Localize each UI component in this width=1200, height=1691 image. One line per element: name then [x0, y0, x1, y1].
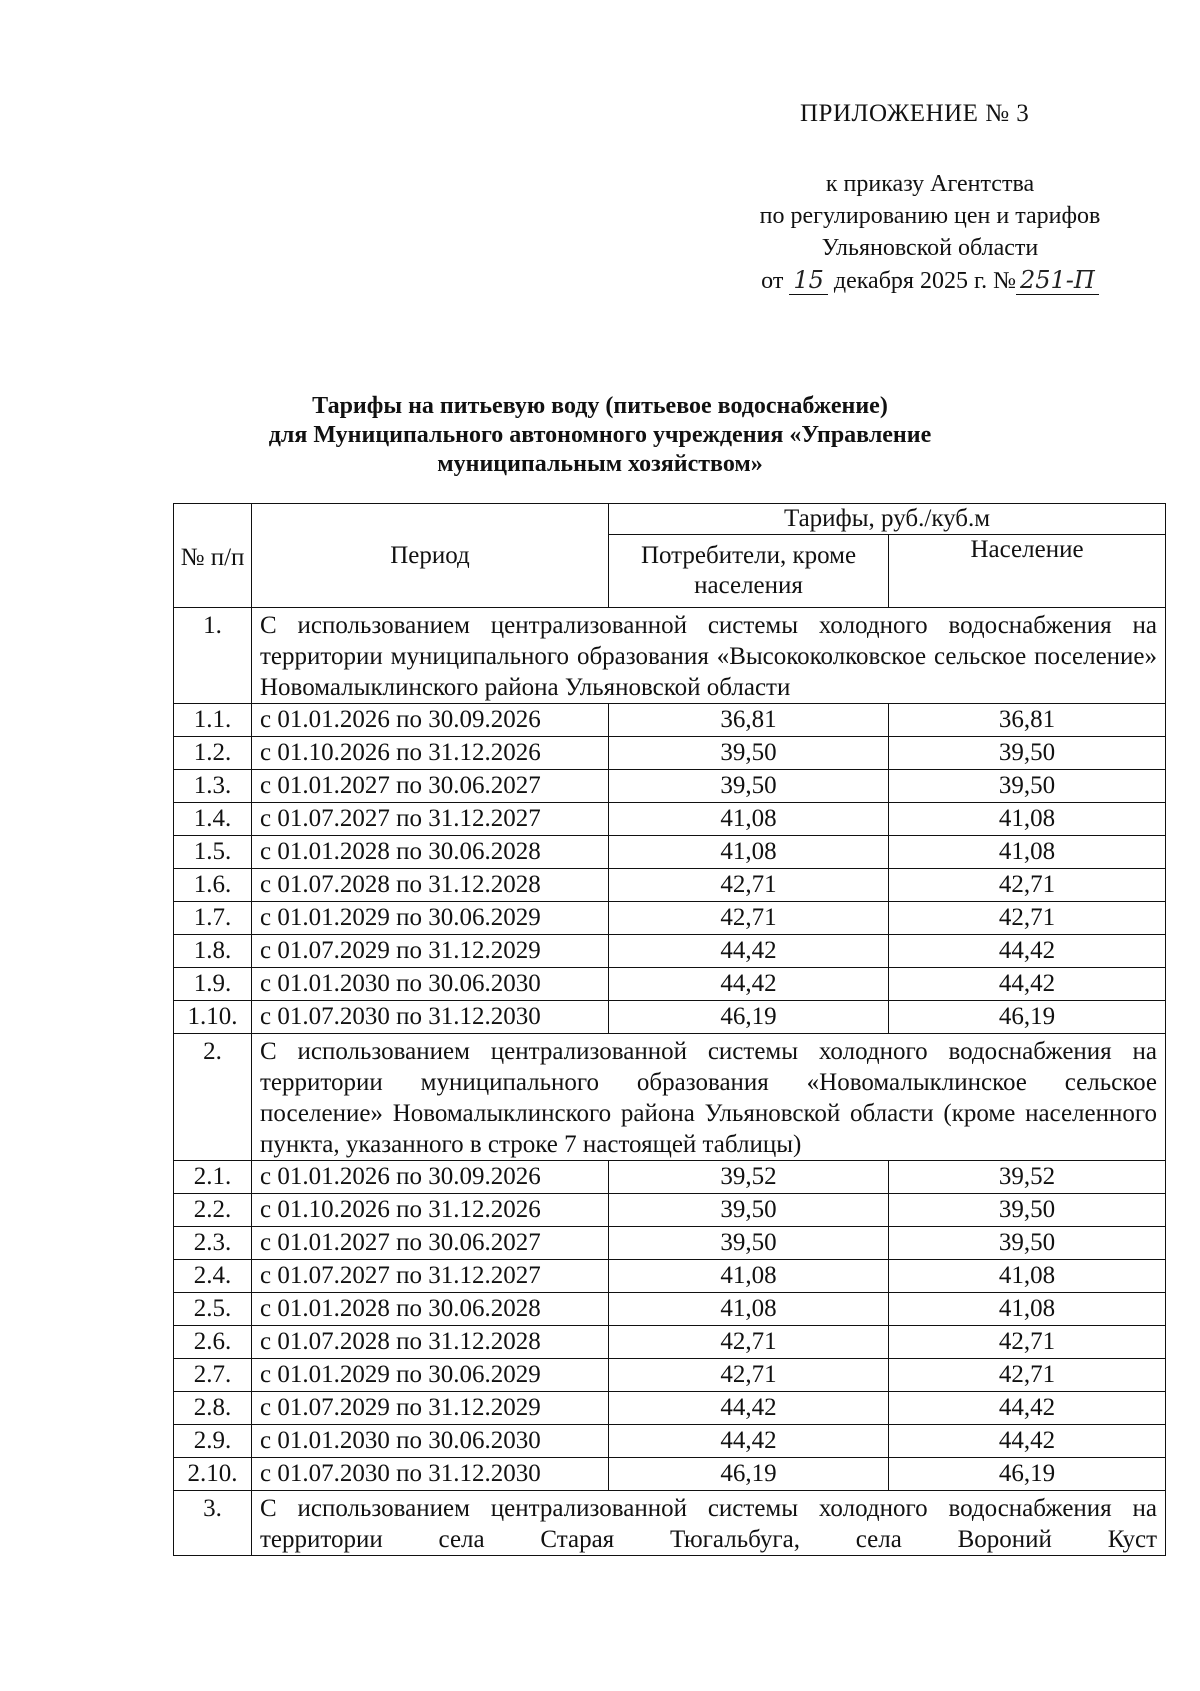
title-line-3: муниципальным хозяйством»	[437, 451, 763, 477]
row-population-tariff: 44,42	[889, 935, 1166, 968]
date-prefix: от	[761, 268, 784, 294]
row-consumers-tariff: 39,50	[609, 1194, 889, 1227]
row-number: 2.10.	[174, 1458, 252, 1491]
row-period: с 01.01.2030 по 30.06.2030	[252, 1425, 609, 1458]
row-consumers-tariff: 41,08	[609, 836, 889, 869]
row-number: 1.2.	[174, 737, 252, 770]
row-consumers-tariff: 39,52	[609, 1161, 889, 1194]
row-consumers-tariff: 42,71	[609, 902, 889, 935]
row-consumers-tariff: 44,42	[609, 968, 889, 1001]
row-period: с 01.01.2026 по 30.09.2026	[252, 704, 609, 737]
col-header-num: № п/п	[174, 504, 252, 608]
table-row	[174, 1001, 1166, 1034]
row-period: с 01.10.2026 по 31.12.2026	[252, 1194, 609, 1227]
row-population-tariff: 41,08	[889, 1260, 1166, 1293]
row-number: 1.4.	[174, 803, 252, 836]
table-row	[174, 869, 1166, 902]
table-header-row-1	[174, 504, 1166, 535]
row-period: с 01.07.2029 по 31.12.2029	[252, 935, 609, 968]
row-number: 2.7.	[174, 1359, 252, 1392]
row-number: 1.8.	[174, 935, 252, 968]
table-row	[174, 968, 1166, 1001]
row-consumers-tariff: 41,08	[609, 803, 889, 836]
row-consumers-tariff: 46,19	[609, 1001, 889, 1034]
section-row	[174, 1034, 1166, 1161]
row-period: с 01.07.2029 по 31.12.2029	[252, 1392, 609, 1425]
row-population-tariff: 42,71	[889, 1326, 1166, 1359]
row-period: с 01.07.2028 по 31.12.2028	[252, 869, 609, 902]
table-row	[174, 1194, 1166, 1227]
date-rest: декабря 2025 г. №	[833, 268, 1016, 294]
row-consumers-tariff: 39,50	[609, 770, 889, 803]
row-period: с 01.01.2028 по 30.06.2028	[252, 1293, 609, 1326]
table-row	[174, 737, 1166, 770]
table-row	[174, 1260, 1166, 1293]
row-population-tariff: 41,08	[889, 1293, 1166, 1326]
row-consumers-tariff: 39,50	[609, 737, 889, 770]
row-population-tariff: 39,50	[889, 1227, 1166, 1260]
date-day-handwritten: 15	[789, 266, 828, 295]
table-row	[174, 803, 1166, 836]
row-consumers-tariff: 41,08	[609, 1293, 889, 1326]
row-consumers-tariff: 46,19	[609, 1458, 889, 1491]
section-description: С использованием централизованной системы холодного водоснабжения на территории муниципального образования «Высококолковское сельское поселение» Новомалыклинского района Ульяновской области	[252, 608, 1166, 704]
row-period: с 01.10.2026 по 31.12.2026	[252, 737, 609, 770]
row-number: 1.6.	[174, 869, 252, 902]
table-row	[174, 1326, 1166, 1359]
section-row	[174, 608, 1166, 704]
row-population-tariff: 44,42	[889, 1392, 1166, 1425]
order-reference	[720, 168, 1140, 297]
row-period: с 01.07.2027 по 31.12.2027	[252, 1260, 609, 1293]
title-line-2: для Муниципального автономного учреждения «Управление	[268, 422, 932, 448]
table-row	[174, 704, 1166, 737]
row-consumers-tariff: 42,71	[609, 1326, 889, 1359]
col-header-population: Население	[889, 535, 1166, 608]
table-row	[174, 1458, 1166, 1491]
table-row	[174, 770, 1166, 803]
row-number: 1.10.	[174, 1001, 252, 1034]
table-row	[174, 1227, 1166, 1260]
row-population-tariff: 39,50	[889, 737, 1166, 770]
row-population-tariff: 36,81	[889, 704, 1166, 737]
row-number: 1.5.	[174, 836, 252, 869]
table-row	[174, 902, 1166, 935]
row-number: 1.7.	[174, 902, 252, 935]
order-line-2: по регулированию цен и тарифов	[759, 203, 1101, 229]
table-row	[174, 1293, 1166, 1326]
col-header-tariffs: Тарифы, руб./куб.м	[609, 504, 1166, 535]
appendix-title: ПРИЛОЖЕНИЕ № 3	[800, 100, 1030, 127]
col-header-consumers: Потребители, кроме населения	[609, 535, 889, 608]
row-population-tariff: 42,71	[889, 902, 1166, 935]
row-population-tariff: 41,08	[889, 803, 1166, 836]
row-number: 2.9.	[174, 1425, 252, 1458]
row-period: с 01.07.2030 по 31.12.2030	[252, 1458, 609, 1491]
row-consumers-tariff: 36,81	[609, 704, 889, 737]
row-period: с 01.07.2028 по 31.12.2028	[252, 1326, 609, 1359]
row-period: с 01.01.2028 по 30.06.2028	[252, 836, 609, 869]
row-period: с 01.07.2030 по 31.12.2030	[252, 1001, 609, 1034]
row-number: 1.3.	[174, 770, 252, 803]
section-description: С использованием централизованной системы холодного водоснабжения на территории муниципального образования «Новомалыклинское сельское поселение» Новомалыклинского района Ульяновской области (кроме населенного пункта, указанного в строке 7 настоящей таблицы)	[252, 1034, 1166, 1161]
row-number: 1.9.	[174, 968, 252, 1001]
row-population-tariff: 39,52	[889, 1161, 1166, 1194]
row-population-tariff: 39,50	[889, 1194, 1166, 1227]
row-period: с 01.01.2027 по 30.06.2027	[252, 770, 609, 803]
section-number: 1.	[174, 608, 252, 704]
row-population-tariff: 41,08	[889, 836, 1166, 869]
row-number: 2.8.	[174, 1392, 252, 1425]
row-number: 2.2.	[174, 1194, 252, 1227]
row-consumers-tariff: 39,50	[609, 1227, 889, 1260]
row-period: с 01.01.2026 по 30.09.2026	[252, 1161, 609, 1194]
row-consumers-tariff: 42,71	[609, 1359, 889, 1392]
row-period: с 01.01.2029 по 30.06.2029	[252, 1359, 609, 1392]
row-population-tariff: 46,19	[889, 1458, 1166, 1491]
table-row	[174, 1161, 1166, 1194]
row-population-tariff: 39,50	[889, 770, 1166, 803]
section-row	[174, 1491, 1166, 1556]
document-title	[170, 392, 1030, 479]
row-number: 1.1.	[174, 704, 252, 737]
row-population-tariff: 44,42	[889, 968, 1166, 1001]
row-period: с 01.01.2029 по 30.06.2029	[252, 902, 609, 935]
row-population-tariff: 44,42	[889, 1425, 1166, 1458]
row-consumers-tariff: 44,42	[609, 1425, 889, 1458]
row-period: с 01.01.2030 по 30.06.2030	[252, 968, 609, 1001]
row-consumers-tariff: 44,42	[609, 1392, 889, 1425]
row-number: 2.6.	[174, 1326, 252, 1359]
col-header-period: Период	[252, 504, 609, 608]
title-line-1: Тарифы на питьевую воду (питьевое водоснабжение)	[312, 393, 888, 419]
row-number: 2.3.	[174, 1227, 252, 1260]
row-period: с 01.01.2027 по 30.06.2027	[252, 1227, 609, 1260]
row-consumers-tariff: 41,08	[609, 1260, 889, 1293]
section-number: 2.	[174, 1034, 252, 1161]
row-consumers-tariff: 44,42	[609, 935, 889, 968]
table-row	[174, 836, 1166, 869]
order-line-1: к приказу Агентства	[825, 171, 1035, 197]
table-row	[174, 1425, 1166, 1458]
section-description: С использованием централизованной системы холодного водоснабжения на территории села Старая Тюгальбуга, села Вороний Куст	[252, 1491, 1166, 1556]
row-number: 2.1.	[174, 1161, 252, 1194]
row-population-tariff: 42,71	[889, 869, 1166, 902]
order-number-handwritten: 251-П	[1016, 266, 1099, 295]
row-number: 2.5.	[174, 1293, 252, 1326]
row-period: с 01.07.2027 по 31.12.2027	[252, 803, 609, 836]
row-population-tariff: 42,71	[889, 1359, 1166, 1392]
row-consumers-tariff: 42,71	[609, 869, 889, 902]
row-number: 2.4.	[174, 1260, 252, 1293]
row-population-tariff: 46,19	[889, 1001, 1166, 1034]
section-number: 3.	[174, 1491, 252, 1556]
table-row	[174, 935, 1166, 968]
order-date-line	[720, 264, 1140, 297]
table-row	[174, 1359, 1166, 1392]
tariff-table	[173, 503, 1166, 1556]
order-line-3: Ульяновской области	[821, 235, 1039, 261]
table-row	[174, 1392, 1166, 1425]
